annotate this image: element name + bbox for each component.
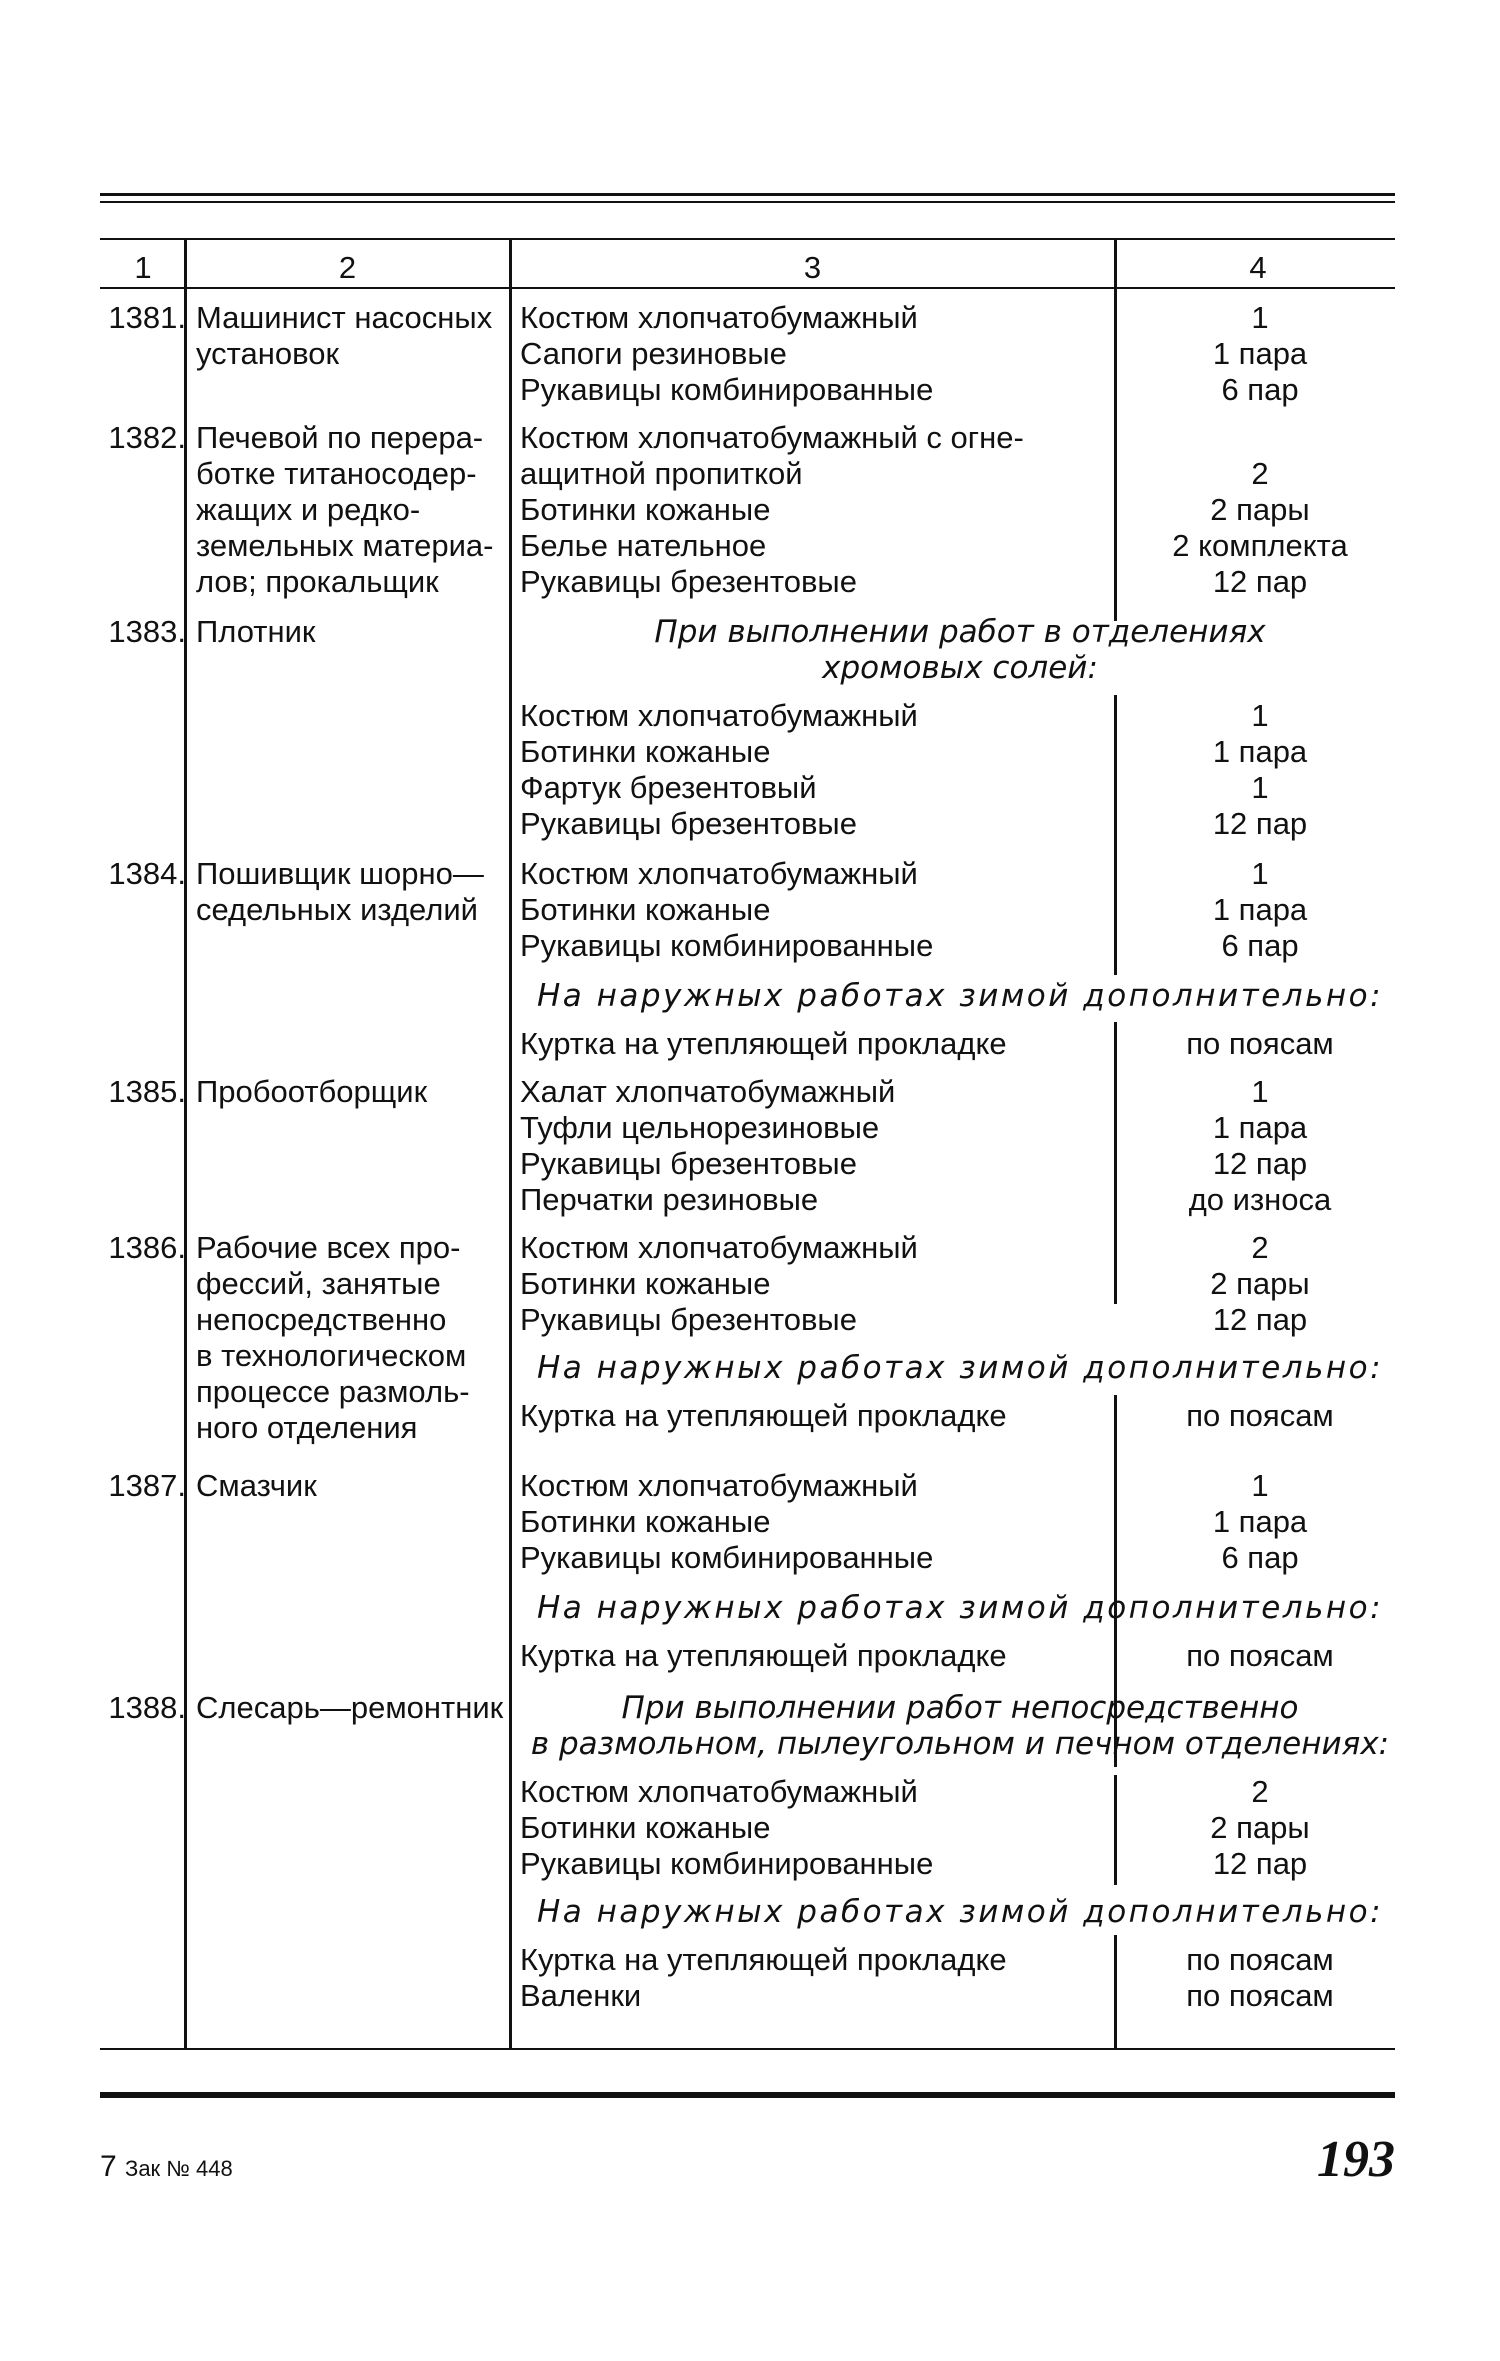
item-name: Куртка на утепляющей прокладке bbox=[520, 1638, 1007, 1673]
item-quantity: 1 пара bbox=[1212, 734, 1308, 769]
item-quantity: 1 bbox=[1251, 770, 1269, 805]
item-name: Костюм хлопчатобумажный bbox=[520, 1468, 918, 1503]
page-number: 193 bbox=[1317, 2131, 1395, 2188]
winter-note: На наружных работах зимой дополнительно: bbox=[536, 978, 1384, 1014]
column-divider-3g bbox=[1114, 1775, 1117, 1885]
row-number: 1381. bbox=[108, 300, 186, 335]
column-header-4: 4 bbox=[1249, 250, 1267, 285]
profession-line: седельных изделий bbox=[196, 892, 478, 927]
item-quantity: 2 bbox=[1251, 1774, 1269, 1809]
item-name: Ботинки кожаные bbox=[520, 1504, 771, 1539]
profession-line: земельных материа- bbox=[196, 528, 494, 563]
item-quantity: 2 bbox=[1251, 456, 1269, 491]
profession-line: процессе размоль- bbox=[196, 1374, 470, 1409]
item-quantity: по поясам bbox=[1186, 1942, 1334, 1977]
item-name: Куртка на утепляющей прокладке bbox=[520, 1942, 1007, 1977]
item-quantity: 12 пар bbox=[1212, 1146, 1308, 1181]
item-name: Костюм хлопчатобумажный bbox=[520, 1230, 918, 1265]
column-divider-3c bbox=[1114, 1022, 1117, 1304]
item-name: Ботинки кожаные bbox=[520, 892, 771, 927]
order-suffix: Зак № 448 bbox=[125, 2156, 233, 2181]
item-name: Рукавицы брезентовые bbox=[520, 1302, 857, 1337]
item-name: Валенки bbox=[520, 1978, 642, 2013]
column-header-3: 3 bbox=[803, 250, 822, 285]
column-divider-3h bbox=[1114, 1935, 1117, 2050]
item-quantity: 1 bbox=[1251, 698, 1269, 733]
profession-line: жащих и редко- bbox=[196, 492, 421, 527]
item-name: Рукавицы брезентовые bbox=[520, 1146, 857, 1181]
item-name: Рукавицы комбинированные bbox=[520, 372, 934, 407]
header-bottom-line bbox=[100, 287, 1395, 289]
item-quantity: 6 пар bbox=[1221, 1540, 1299, 1575]
profession-line: установок bbox=[196, 336, 340, 371]
column-divider-3d bbox=[1114, 1395, 1117, 1471]
item-quantity: по поясам bbox=[1186, 1026, 1334, 1061]
item-name: Сапоги резиновые bbox=[520, 336, 787, 371]
item-name: Костюм хлопчатобумажный bbox=[520, 698, 918, 733]
condition-note: При выполнении работ непосредственно bbox=[621, 1690, 1299, 1726]
item-name: Куртка на утепляющей прокладке bbox=[520, 1398, 1007, 1433]
table-bottom-line bbox=[100, 2048, 1395, 2050]
item-quantity: 2 пары bbox=[1210, 492, 1310, 527]
profession-line: в технологическом bbox=[196, 1338, 467, 1373]
item-quantity: 1 пара bbox=[1212, 1504, 1308, 1539]
item-quantity: 2 комплекта bbox=[1172, 528, 1348, 563]
page-bottom-rule bbox=[100, 2092, 1395, 2098]
row-number: 1386. bbox=[108, 1230, 186, 1265]
profession-line: ботке титаносодер- bbox=[196, 456, 477, 491]
item-name: Костюм хлопчатобумажный bbox=[520, 300, 918, 335]
profession-line: Печевой по перера- bbox=[196, 420, 484, 455]
item-name: Белье нательное bbox=[520, 528, 767, 563]
item-quantity: 2 пары bbox=[1210, 1266, 1310, 1301]
item-quantity: по поясам bbox=[1186, 1398, 1334, 1433]
item-name: Костюм хлопчатобумажный bbox=[520, 1774, 918, 1809]
item-name: Ботинки кожаные bbox=[520, 492, 771, 527]
print-order-mark bbox=[100, 2150, 233, 2184]
item-name: Халат хлопчатобумажный bbox=[520, 1074, 896, 1109]
profession-line: Рабочие всех про- bbox=[196, 1230, 461, 1265]
item-quantity: 1 bbox=[1251, 856, 1269, 891]
item-name: Костюм хлопчатобумажный с огне- bbox=[520, 420, 1024, 455]
header-top-line bbox=[100, 238, 1395, 240]
item-name: Ботинки кожаные bbox=[520, 1266, 771, 1301]
winter-note: На наружных работах зимой дополнительно: bbox=[536, 1894, 1384, 1930]
profession-line: лов; прокальщик bbox=[196, 564, 439, 599]
row-number: 1383. bbox=[108, 614, 186, 649]
column-divider-3a bbox=[1114, 238, 1117, 621]
item-name: Рукавицы комбинированные bbox=[520, 1540, 934, 1575]
item-quantity: 1 bbox=[1251, 1468, 1269, 1503]
column-divider-2 bbox=[509, 238, 512, 2050]
row-number: 1387. bbox=[108, 1468, 186, 1503]
winter-note: На наружных работах зимой дополнительно: bbox=[536, 1350, 1384, 1386]
item-quantity: до износа bbox=[1188, 1182, 1332, 1217]
item-name: Фартук брезентовый bbox=[520, 770, 817, 805]
item-name: Перчатки резиновые bbox=[520, 1182, 819, 1217]
item-quantity: по поясам bbox=[1186, 1978, 1334, 2013]
item-quantity: 12 пар bbox=[1212, 1846, 1308, 1881]
item-quantity: 2 пары bbox=[1210, 1810, 1310, 1845]
item-name: Ботинки кожаные bbox=[520, 1810, 771, 1845]
top-rule-2 bbox=[100, 201, 1395, 203]
profession-line: Пробоотборщик bbox=[196, 1074, 428, 1109]
item-quantity: 1 пара bbox=[1212, 892, 1308, 927]
condition-note: При выполнении работ в отделениях bbox=[654, 614, 1266, 650]
row-number: 1382. bbox=[108, 420, 186, 455]
winter-note: На наружных работах зимой дополнительно: bbox=[536, 1590, 1384, 1626]
item-quantity: 6 пар bbox=[1221, 372, 1299, 407]
item-name: Рукавицы брезентовые bbox=[520, 564, 857, 599]
item-quantity: по поясам bbox=[1186, 1638, 1334, 1673]
profession-line: непосредственно bbox=[196, 1302, 447, 1337]
item-quantity: 12 пар bbox=[1212, 806, 1308, 841]
item-quantity: 1 bbox=[1251, 1074, 1269, 1109]
column-header-1: 1 bbox=[134, 250, 152, 285]
profession-line: Пошивщик шорно— bbox=[196, 856, 484, 891]
row-number: 1388. bbox=[108, 1690, 186, 1725]
profession-line: Плотник bbox=[196, 614, 316, 649]
item-name: Куртка на утепляющей прокладке bbox=[520, 1026, 1007, 1061]
item-quantity: 1 пара bbox=[1212, 336, 1308, 371]
item-name: ащитной пропиткой bbox=[520, 456, 803, 491]
item-quantity: 12 пар bbox=[1212, 564, 1308, 599]
row-number: 1385. bbox=[108, 1074, 186, 1109]
profession-line: Машинист насосных bbox=[196, 300, 493, 335]
item-name: Рукавицы комбинированные bbox=[520, 1846, 934, 1881]
column-header-2: 2 bbox=[338, 250, 357, 285]
item-quantity: 6 пар bbox=[1221, 928, 1299, 963]
column-divider-3b bbox=[1114, 695, 1117, 975]
item-quantity: 1 bbox=[1251, 300, 1269, 335]
profession-line: ного отделения bbox=[196, 1410, 418, 1445]
condition-note: хромовых солей: bbox=[822, 650, 1098, 686]
profession-line: Слесарь—ремонтник bbox=[196, 1690, 504, 1725]
item-quantity: 12 пар bbox=[1212, 1302, 1308, 1337]
profession-line: Смазчик bbox=[196, 1468, 317, 1503]
item-name: Туфли цельнорезиновые bbox=[520, 1110, 880, 1145]
item-name: Рукавицы комбинированные bbox=[520, 928, 934, 963]
top-rule-1 bbox=[100, 193, 1395, 196]
condition-note: в размольном, пылеугольном и печном отделениях: bbox=[530, 1726, 1390, 1762]
profession-line: фессий, занятые bbox=[196, 1266, 441, 1301]
item-name: Костюм хлопчатобумажный bbox=[520, 856, 918, 891]
item-quantity: 1 пара bbox=[1212, 1110, 1308, 1145]
item-name: Ботинки кожаные bbox=[520, 734, 771, 769]
item-name: Рукавицы брезентовые bbox=[520, 806, 857, 841]
item-quantity: 2 bbox=[1251, 1230, 1269, 1265]
row-number: 1384. bbox=[108, 856, 186, 891]
order-number: 7 bbox=[100, 2150, 117, 2183]
column-divider-3f bbox=[1114, 1644, 1117, 1674]
column-divider-1 bbox=[184, 238, 187, 2050]
